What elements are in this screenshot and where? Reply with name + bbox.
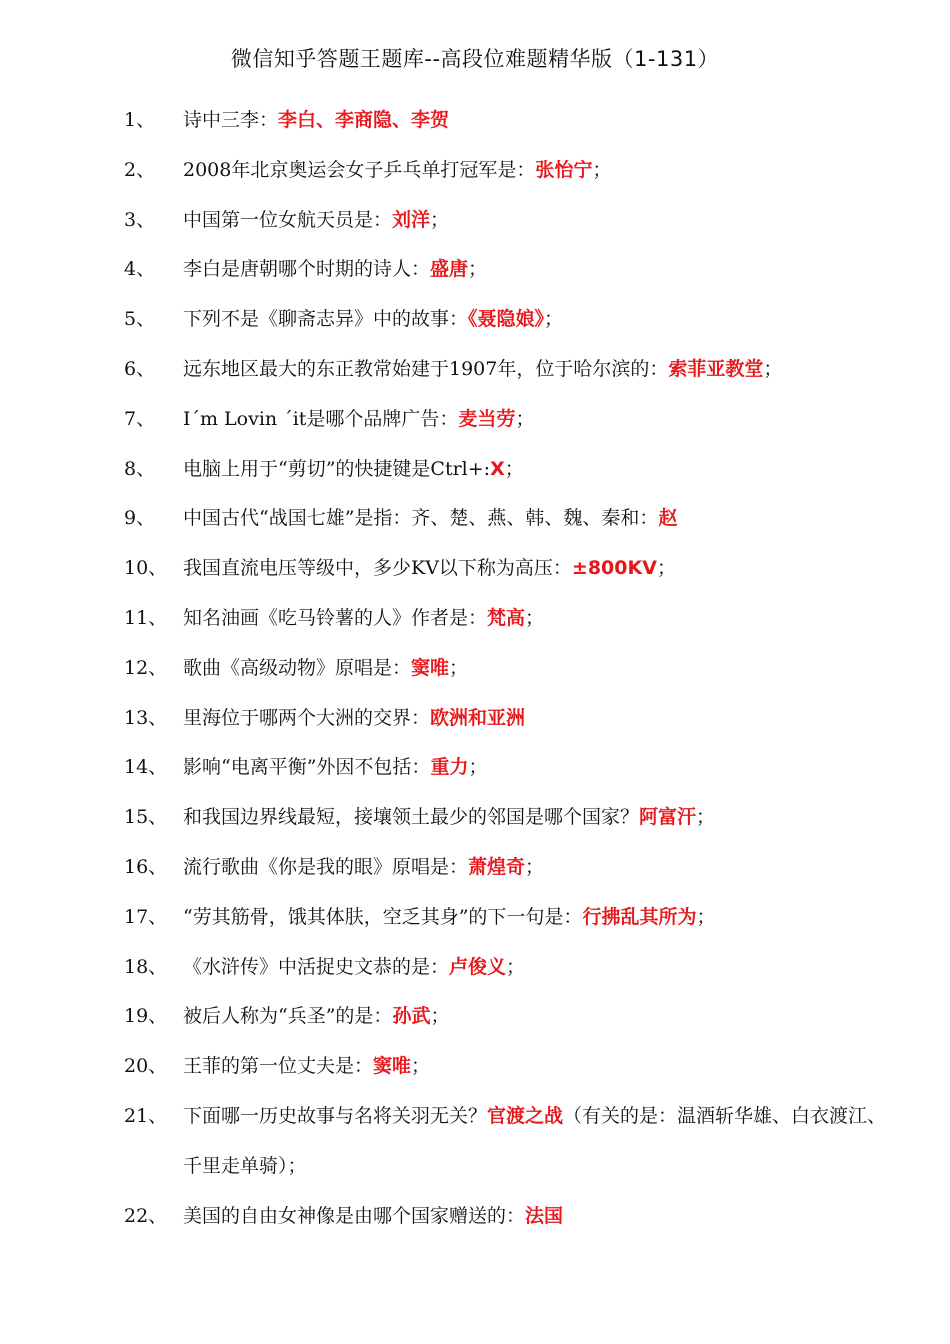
answer-text: 萧煌奇	[468, 855, 526, 878]
question-body	[183, 445, 903, 495]
question-tail: ；	[504, 457, 524, 480]
answer-text: 卢俊义	[449, 955, 507, 978]
question-text: 知名油画《吃马铃薯的人》作者是：	[183, 606, 488, 629]
question-text: 和我国边界线最短，接壤领土最少的邻国是哪个国家？	[183, 806, 640, 829]
question-body	[183, 843, 903, 893]
question-tail: ；	[411, 1055, 431, 1078]
answer-text: 官渡之战	[487, 1104, 564, 1127]
question-text: 中国古代“战国七雄”是指：齐、楚、燕、韩、魏、秦和：	[183, 507, 659, 530]
question-number: 1、	[124, 109, 156, 131]
question-number: 19、	[124, 1005, 168, 1028]
answer-text: 欧洲和亚洲	[430, 706, 526, 729]
question-number: 11、	[124, 606, 168, 629]
answer-text: ±800KV	[571, 557, 657, 580]
question-number: 2、	[124, 158, 156, 181]
question-item-6	[0, 345, 950, 395]
answer-text: 行拂乱其所为	[582, 905, 697, 928]
question-text: 里海位于哪两个大洲的交界：	[183, 706, 431, 729]
answer-text: 盛唐	[430, 258, 469, 281]
question-item-1	[0, 96, 950, 146]
answer-text: 梵高	[487, 606, 526, 629]
question-number: 21、	[124, 1104, 168, 1127]
question-text: 美国的自由女神像是由哪个国家赠送的：	[183, 1204, 526, 1227]
question-text: 《水浒传》中活捉史文恭的是：	[183, 955, 450, 978]
question-number: 5、	[124, 308, 156, 331]
question-tail: （有关的是：温酒斩华雄、白衣渡江、千里走单骑）；	[183, 1104, 887, 1177]
question-item-20	[0, 1042, 950, 1092]
question-text: I´m Lovin ´it是哪个品牌广告：	[183, 407, 459, 430]
question-number: 3、	[124, 208, 156, 231]
question-body	[183, 146, 903, 196]
question-item-11	[0, 594, 950, 644]
question-text: 被后人称为“兵圣”的是：	[183, 1005, 393, 1028]
question-number: 9、	[124, 507, 156, 530]
question-text: 李白是唐朝哪个时期的诗人：	[183, 258, 431, 281]
question-number: 8、	[124, 457, 156, 480]
question-body	[183, 1192, 903, 1242]
question-body	[183, 295, 903, 345]
question-text: 歌曲《高级动物》原唱是：	[183, 656, 412, 679]
question-item-17	[0, 893, 950, 943]
answer-text: 窦唯	[373, 1055, 412, 1078]
question-number: 18、	[124, 955, 168, 978]
question-number: 16、	[124, 855, 168, 878]
question-item-8	[0, 445, 950, 495]
question-text: 下列不是《聊斋志异》中的故事：	[183, 308, 469, 331]
question-item-7	[0, 395, 950, 445]
question-text: 王菲的第一位丈夫是：	[183, 1055, 374, 1078]
question-item-10	[0, 544, 950, 594]
question-item-22	[0, 1192, 950, 1242]
question-number: 22、	[124, 1204, 168, 1227]
question-item-12	[0, 644, 950, 694]
question-body	[183, 694, 903, 744]
answer-text: 李白、李商隐、李贺	[278, 109, 450, 131]
question-item-18	[0, 943, 950, 993]
question-list	[0, 96, 950, 1241]
answer-text: 麦当劳	[458, 407, 516, 430]
question-body	[183, 395, 903, 445]
answer-text: 刘洋	[392, 208, 431, 231]
question-item-2	[0, 146, 950, 196]
question-tail: ；	[544, 308, 564, 331]
question-body	[183, 793, 903, 843]
question-number: 7、	[124, 407, 156, 430]
question-body	[183, 743, 903, 793]
page-title: 微信知乎答题王题库--高段位难题精华版（1-131）	[230, 47, 720, 71]
question-tail: ；	[515, 407, 535, 430]
question-body	[183, 594, 903, 644]
answer-text: 张怡宁	[535, 158, 593, 181]
question-item-13	[0, 694, 950, 744]
question-body	[183, 245, 903, 295]
answer-text: 阿富汗	[639, 806, 697, 829]
question-tail: ；	[468, 258, 488, 281]
question-text: 远东地区最大的东正教常始建于1907年，位于哈尔滨的：	[183, 357, 669, 380]
question-item-3	[0, 196, 950, 246]
question-item-14	[0, 743, 950, 793]
question-tail: ；	[525, 606, 545, 629]
question-body	[183, 196, 903, 246]
question-tail: ；	[696, 905, 716, 928]
question-text: 诗中三李：	[183, 109, 279, 131]
question-body	[183, 96, 903, 146]
question-body	[183, 1042, 903, 1092]
answer-text: 赵	[658, 507, 678, 530]
question-item-4	[0, 245, 950, 295]
question-body	[183, 544, 903, 594]
question-body	[183, 494, 903, 544]
question-number: 15、	[124, 806, 168, 829]
question-text: 影响“电离平衡”外因不包括：	[183, 756, 431, 779]
question-text: 我国直流电压等级中，多少KV以下称为高压：	[183, 557, 572, 580]
question-tail: ；	[525, 855, 545, 878]
question-text: 下面哪一历史故事与名将关羽无关？	[183, 1104, 488, 1127]
question-body	[183, 644, 903, 694]
question-number: 14、	[124, 756, 168, 779]
question-text: 流行歌曲《你是我的眼》原唱是：	[183, 855, 469, 878]
answer-text: X	[490, 457, 505, 480]
question-tail: ；	[592, 158, 612, 181]
question-text: 中国第一位女航天员是：	[183, 208, 393, 231]
question-tail: ；	[430, 208, 450, 231]
question-number: 6、	[124, 357, 156, 380]
question-text: 电脑上用于“剪切”的快捷键是Ctrl+:	[183, 457, 491, 480]
question-body	[183, 943, 903, 993]
question-tail: ；	[763, 357, 783, 380]
question-tail: ；	[430, 1005, 450, 1028]
question-item-15	[0, 793, 950, 843]
question-number: 4、	[124, 258, 156, 281]
question-tail: ；	[506, 955, 526, 978]
question-item-16	[0, 843, 950, 893]
answer-text: 索菲亚教堂	[668, 357, 764, 380]
question-body	[183, 992, 903, 1042]
question-text: 2008年北京奥运会女子乒乓单打冠军是：	[183, 158, 536, 181]
question-number: 20、	[124, 1055, 168, 1078]
answer-text: 窦唯	[411, 656, 450, 679]
question-number: 10、	[124, 557, 168, 580]
question-item-19	[0, 992, 950, 1042]
question-body	[183, 345, 903, 395]
question-text: “劳其筋骨，饿其体肤，空乏其身”的下一句是：	[183, 905, 583, 928]
question-body	[183, 1092, 903, 1192]
question-tail: ；	[656, 557, 676, 580]
question-body	[183, 893, 903, 943]
answer-text: 重力	[430, 756, 469, 779]
answer-text: 孙武	[392, 1005, 431, 1028]
question-tail: ；	[696, 806, 716, 829]
question-item-21	[0, 1092, 950, 1192]
question-item-5	[0, 295, 950, 345]
answer-text: 法国	[525, 1204, 564, 1227]
question-tail: ；	[449, 656, 469, 679]
question-number: 12、	[124, 656, 168, 679]
question-item-9	[0, 494, 950, 544]
answer-text: 《聂隐娘》	[468, 308, 545, 331]
question-number: 17、	[124, 905, 168, 928]
question-number: 13、	[124, 706, 168, 729]
question-tail: ；	[468, 756, 488, 779]
